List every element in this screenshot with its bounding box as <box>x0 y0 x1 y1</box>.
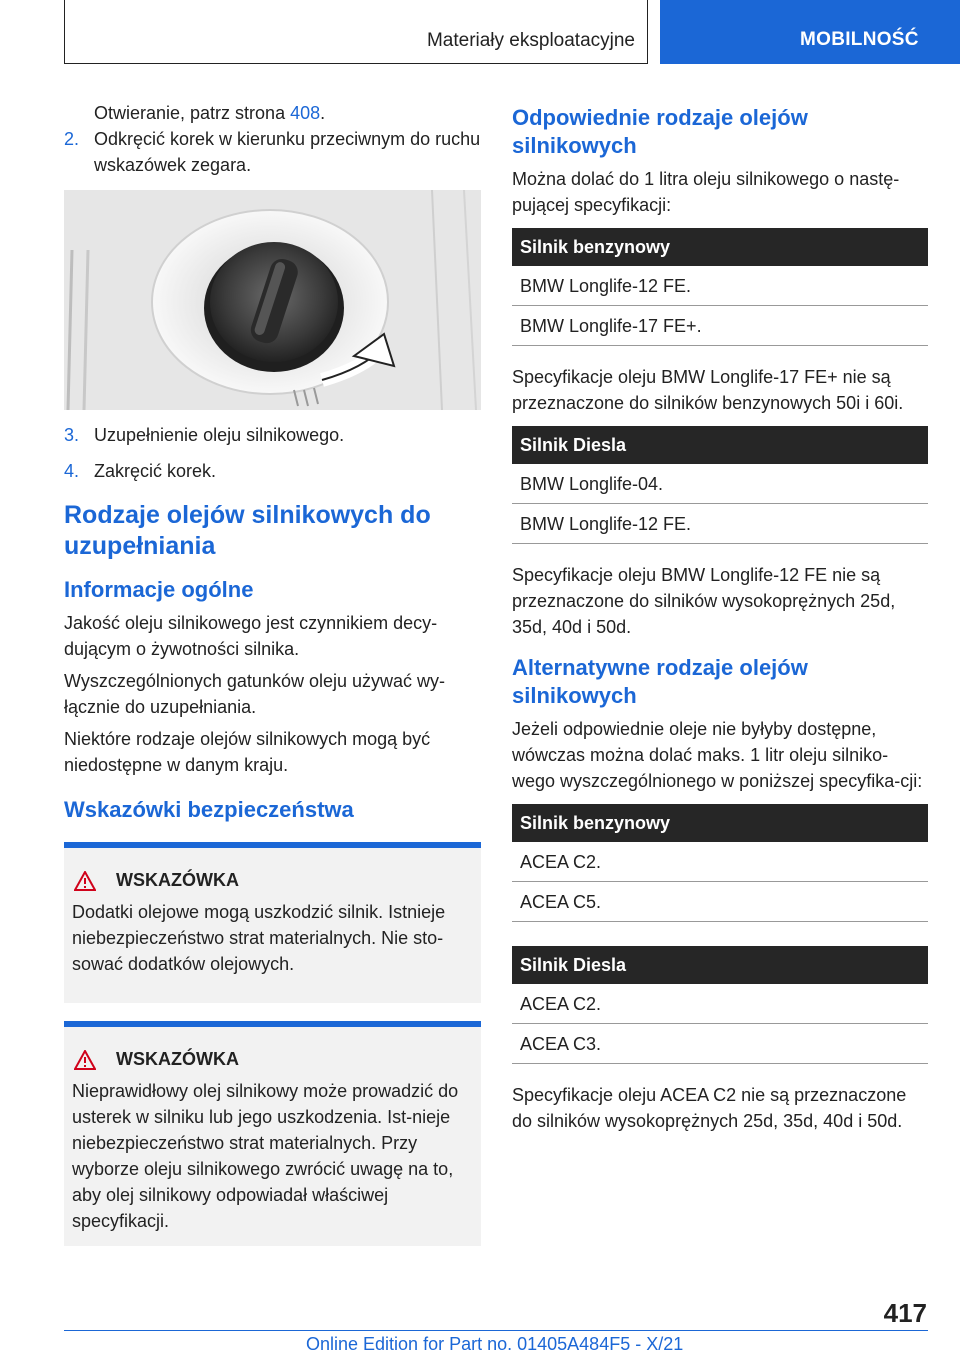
table-row: ACEA C2. <box>512 842 928 882</box>
paragraph-ll17-note: Specyfikacje oleju BMW Longlife-17 FE+ nie są przeznaczone do silników benzynowych 50i i 60i. <box>512 367 904 413</box>
footer-divider <box>64 1330 928 1331</box>
warning-triangle-icon <box>74 871 96 891</box>
footer-edition[interactable]: Online Edition for Part no. 01405A484F5 - X/21 <box>306 1334 684 1354</box>
table-header: Silnik benzynowy <box>512 228 928 266</box>
warning-title-row <box>72 870 471 891</box>
table-row: ACEA C2. <box>512 984 928 1024</box>
heading-safety: Wskazówki bezpieczeństwa <box>64 797 354 822</box>
warning-box-wrong-oil <box>64 1021 481 1246</box>
heading-general-info: Informacje ogólne <box>64 577 254 602</box>
warning-title-row <box>72 1049 471 1070</box>
table-row: BMW Longlife-04. <box>512 464 928 504</box>
step-text: Odkręcić korek w kierunku przeciwnym do ruchu wskazówek zegara. <box>94 129 481 175</box>
header-section-box <box>64 0 648 64</box>
table-header: Silnik Diesla <box>512 946 928 984</box>
table-header: Silnik Diesla <box>512 426 928 464</box>
paragraph-alternative-oils: Jeżeli odpowiednie oleje nie byłyby dostępne, wówczas można dolać maks. 1 litr oleju silniko‐wego wyszczególnionego w poniższej specyfika‐cji: <box>512 719 923 791</box>
heading-oil-types: Rodzaje olejów silnikowych do uzupełniania <box>64 501 431 560</box>
step-2 <box>64 126 481 178</box>
table-row: BMW Longlife-12 FE. <box>512 266 928 306</box>
table-header: Silnik benzynowy <box>512 804 928 842</box>
right-column <box>512 100 928 1140</box>
warning-label: WSKAZÓWKA <box>116 870 239 890</box>
table-petrol-suitable <box>512 228 928 346</box>
paragraph-acea-c2-note: Specyfikacje oleju ACEA C2 nie są przeznaczone do silników wysokoprężnych 25d, 35d, 40d i 50d. <box>512 1085 907 1131</box>
heading-alternative-oils: Alternatywne rodzaje olejów silnikowych <box>512 655 808 708</box>
table-petrol-alternative <box>512 804 928 922</box>
step-text: Uzupełnienie oleju silnikowego. <box>94 425 345 445</box>
step-number: 4. <box>64 461 80 481</box>
oil-filler-cap-photo <box>64 190 481 410</box>
page-link-408[interactable]: 408 <box>290 103 321 123</box>
paragraph-oil-quality: Jakość oleju silnikowego jest czynnikiem decy‐dującym o żywotności silnika. <box>64 613 438 659</box>
warning-triangle-icon <box>74 1050 96 1070</box>
step-text: Zakręcić korek. <box>94 461 217 481</box>
table-diesel-alternative <box>512 946 928 1064</box>
page-number: 417 <box>883 1298 927 1328</box>
paragraph-suitable-oils: Można dolać do 1 litra oleju silnikowego o nastę‐pującej specyfikacji: <box>512 169 900 215</box>
oil-cap-illustration <box>64 190 481 410</box>
left-column <box>64 100 481 1246</box>
header-chapter-title: MOBILNOŚĆ <box>800 29 919 50</box>
warning-label: WSKAZÓWKA <box>116 1049 239 1069</box>
warning-box-additives <box>64 842 481 1003</box>
step-3 <box>64 422 481 448</box>
step-number: 2. <box>64 129 80 149</box>
step1-continuation: Otwieranie, patrz strona 408. <box>94 103 326 123</box>
table-row: ACEA C5. <box>512 882 928 922</box>
step-number: 3. <box>64 425 80 445</box>
warning-text: Nieprawidłowy olej silnikowy może prowadzić do usterek w silniku lub jego uszkodzenia. Ist‐nieje niebezpieczeństwo strat materialnych. Przy wyborze oleju silnikowego zwrócić uwagę na to, aby olej silnikowy odpowiadał właściwej specyfikacji. <box>72 1081 459 1231</box>
paragraph-ll12-note: Specyfikacje oleju BMW Longlife-12 FE nie są przeznaczone do silników wysokoprężnych 25d, 35d, 40d i 50d. <box>512 565 896 637</box>
table-row: BMW Longlife-17 FE+. <box>512 306 928 346</box>
warning-text: Dodatki olejowe mogą uszkodzić silnik. Istnieje niebezpieczeństwo strat materialnych. Nie sto‐sować dodatków olejowych. <box>72 902 446 974</box>
paragraph-availability: Niektóre rodzaje olejów silnikowych mogą być niedostępne w danym kraju. <box>64 729 431 775</box>
table-row: BMW Longlife-12 FE. <box>512 504 928 544</box>
step-4 <box>64 458 481 484</box>
header-section-title: Materiały eksploatacyjne <box>426 30 635 51</box>
header-chapter-tab[interactable] <box>660 0 960 64</box>
paragraph-listed-grades: Wyszczególnionych gatunków oleju używać wy‐łącznie do uzupełniania. <box>64 671 446 717</box>
heading-suitable-oils: Odpowiednie rodzaje olejów silnikowych <box>512 105 808 158</box>
table-diesel-suitable <box>512 426 928 544</box>
table-row: ACEA C3. <box>512 1024 928 1064</box>
